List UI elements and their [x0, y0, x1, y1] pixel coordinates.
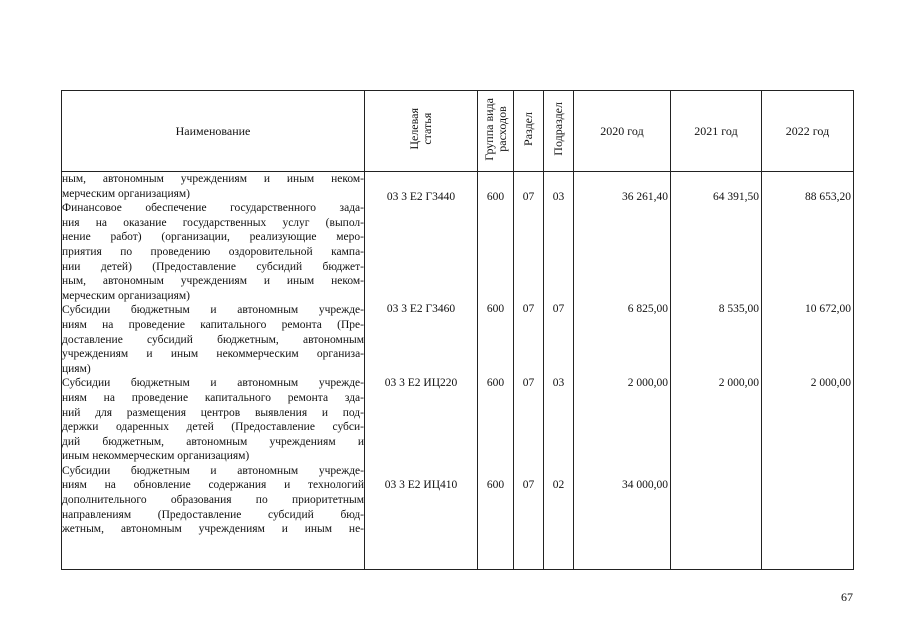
budget-table [61, 90, 854, 570]
name-line: ния на оказание государственных услуг (выпол- [62, 216, 364, 229]
value-2020-cell: 36 261,40 [622, 191, 668, 203]
value-2020-cell: 34 000,00 [622, 479, 668, 491]
group-cell: 600 [486, 191, 505, 203]
value-2022-cell: 2 000,00 [810, 377, 851, 389]
header-target: Целевая статья [365, 91, 478, 172]
target-column [365, 172, 478, 570]
group-column [478, 172, 514, 570]
subsection-cell: 07 [552, 303, 565, 315]
body-row [62, 172, 854, 570]
name-line: учреждениям и иным некоммерческим организа- [62, 348, 364, 361]
year-2022-column [762, 172, 854, 570]
header-section: Раздел [514, 91, 544, 172]
name-line: ниям на обновление содержания и технологий [62, 479, 364, 492]
group-cell: 600 [486, 303, 505, 315]
subsection-column [544, 172, 574, 570]
name-line: жетным, автономным учреждениям и иным не- [62, 523, 364, 536]
value-2020-cell: 2 000,00 [627, 377, 668, 389]
section-column [514, 172, 544, 570]
name-line: держки одаренных детей (Предоставление субси- [62, 421, 364, 434]
name-line: Субсидии бюджетным и автономным учрежде- [62, 377, 364, 390]
header-2020: 2020 год [574, 91, 671, 172]
subsection-cell: 02 [552, 479, 565, 491]
value-2021-cell: 8 535,00 [718, 303, 759, 315]
target-cell: 03 3 Е2 ИЦ410 [384, 479, 458, 491]
name-line: Финансовое обеспечение государственного зада- [62, 202, 364, 215]
target-cell: 03 3 Е2 Г3460 [386, 303, 456, 315]
name-line: Субсидии бюджетным и автономным учрежде- [62, 464, 364, 477]
header-2022: 2022 год [762, 91, 854, 172]
value-2020-cell: 6 825,00 [627, 303, 668, 315]
name-line: ным, автономным учреждениям и иным неком- [62, 275, 364, 288]
header-name: Наименование [62, 91, 365, 172]
name-line: мерческим организациям) [62, 187, 190, 200]
section-cell: 07 [522, 303, 535, 315]
value-2022-cell: 88 653,20 [805, 191, 851, 203]
year-2020-column [574, 172, 671, 570]
name-line: доставление субсидий бюджетным, автономным [62, 333, 364, 346]
name-line: нии детей) (Предоставление субсидий бюджет- [62, 260, 364, 273]
section-cell: 07 [522, 479, 535, 491]
name-line: циям) [62, 362, 91, 375]
name-line: ниям на проведение капитального ремонта зда- [62, 391, 364, 404]
target-cell: 03 3 Е2 Г3440 [386, 191, 456, 203]
section-cell: 07 [522, 377, 535, 389]
name-line: направлениям (Предоставление субсидий бюд- [62, 508, 364, 521]
name-line: ным, автономным учреждениям и иным неком- [62, 173, 364, 185]
header-row [62, 91, 854, 172]
name-column [62, 172, 365, 570]
group-cell: 600 [486, 479, 505, 491]
name-line: дополнительного образования по приоритетным [62, 494, 364, 507]
name-line: нение работ) (организации, реализующие меро- [62, 231, 364, 244]
target-cell: 03 3 Е2 ИЦ220 [384, 377, 458, 389]
name-line: мерческим организациям) [62, 289, 190, 302]
year-2021-column [671, 172, 762, 570]
subsection-cell: 03 [552, 377, 565, 389]
header-group: Группа вида расходов [478, 91, 514, 172]
page-number: 67 [841, 590, 853, 604]
header-2021: 2021 год [671, 91, 762, 172]
header-subsection: Подраздел [544, 91, 574, 172]
name-line: приятия по проведению оздоровительной кампа- [62, 245, 364, 258]
name-line: дий бюджетным, автономным учреждениям и [62, 435, 364, 448]
value-2021-cell: 64 391,50 [713, 191, 759, 203]
value-2022-cell: 10 672,00 [805, 303, 851, 315]
name-line: ниям на проведение капитального ремонта (Пре- [62, 318, 364, 331]
value-2021-cell: 2 000,00 [718, 377, 759, 389]
subsection-cell: 03 [552, 191, 565, 203]
section-cell: 07 [522, 191, 535, 203]
name-line: Субсидии бюджетным и автономным учрежде- [62, 304, 364, 317]
group-cell: 600 [486, 377, 505, 389]
name-line: ний для размещения центров выявления и под- [62, 406, 364, 419]
name-line: иным некоммерческим организациям) [62, 450, 250, 463]
